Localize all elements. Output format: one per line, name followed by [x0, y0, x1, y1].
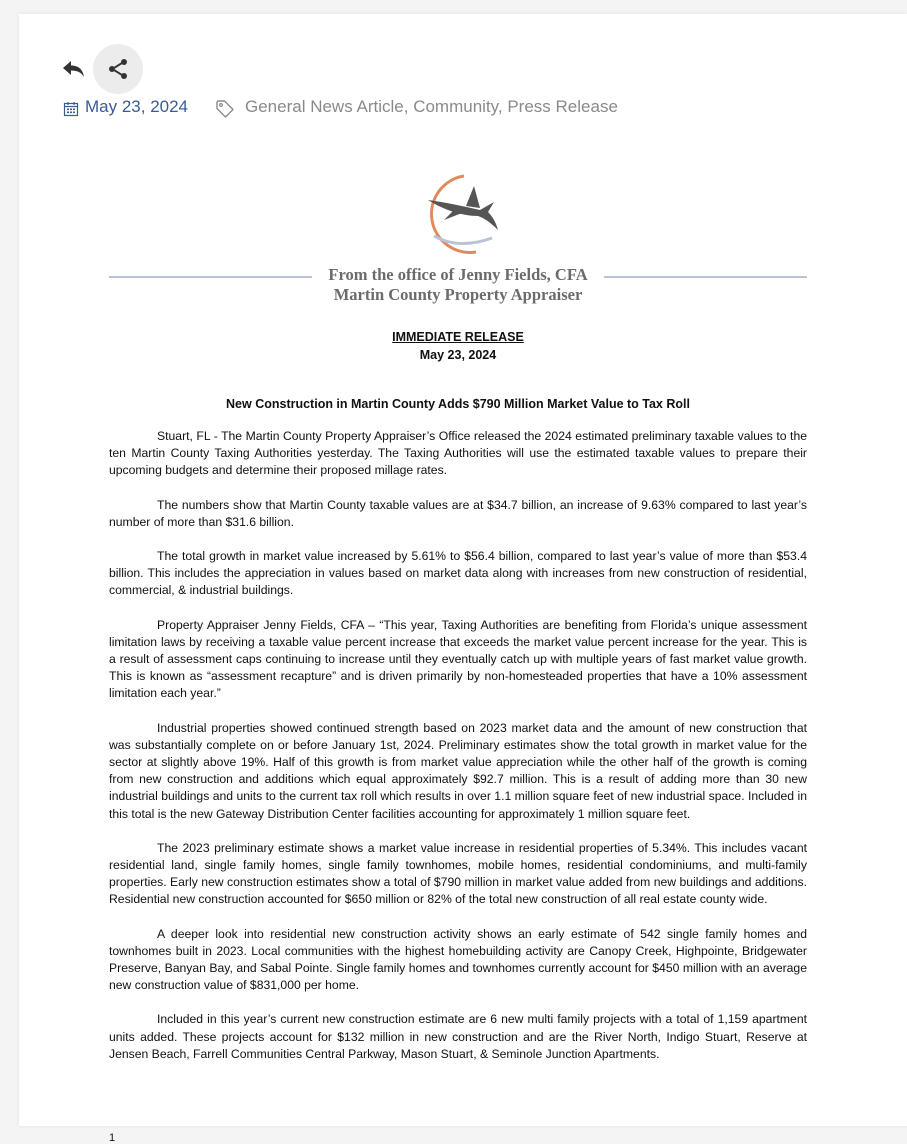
page-number: 1	[109, 1132, 116, 1144]
paragraph: The numbers show that Martin County taxable values are at $34.7 billion, an increase of 9.63% compared to last year’s number of more than $31.6 billion.	[109, 497, 807, 529]
article-card	[19, 14, 907, 1144]
category-separator: ,	[497, 97, 508, 116]
release-date: May 23, 2024	[419, 348, 497, 362]
paragraph: A deeper look into residential new construction activity shows an early estimate of 542 single family homes and townhomes built in 2023. Local communities with the highest homebuilding activity are Canopy Creek, Highpointe, Bridgewater Preserve, Banyan Bay, and Sabal Pointe. Single family homes and townhomes currently account for $450 million with an average new construction value of $831,000 per home.	[109, 926, 807, 993]
office-line-2: Martin County Property Appraiser	[333, 285, 583, 304]
press-release-headline: New Construction in Martin County Adds $790 Million Market Value to Tax Roll	[226, 397, 690, 411]
category-link-general-news[interactable]: General News Article	[245, 97, 404, 116]
release-label: IMMEDIATE RELEASE	[392, 330, 524, 344]
letterhead	[109, 265, 807, 305]
paragraph: Industrial properties showed continued strength based on 2023 market data and the amount of new construction that was substantially complete on or before January 1st, 2024. Preliminary estimates show the total growth in market value for the sector at slightly above 19%. Half of this growth is from market value appreciation while the other half of the growth is coming from new construction and additions which equal approximately $92.7 million. This is a result of adding more than 30 new industrial buildings and units to the current tax roll which results in over 1.1 million square feet of new industrial space. Included in this total is the new Gateway Distribution Center facilities accounting for approximately 1 million square feet.	[109, 720, 807, 821]
press-release-body	[109, 428, 807, 1080]
share-icon	[106, 57, 130, 81]
category-link-press-release[interactable]: Press Release	[507, 97, 618, 116]
paragraph: The 2023 preliminary estimate shows a market value increase in residential properties of 5.34%. This includes vacant residential land, single family homes, single family townhomes, mobile homes, residential condominiums, and multi-family properties. Early new construction estimates show a total of $790 million in market value added from new buildings and additions. Residential new construction accounted for $650 million or 82% of the total new construction of all real estate county wide.	[109, 840, 807, 907]
category-link-community[interactable]: Community	[413, 97, 498, 116]
share-button[interactable]	[93, 44, 143, 94]
reply-arrow-icon[interactable]	[61, 58, 89, 80]
release-block	[109, 328, 807, 364]
paragraph: The total growth in market value increased by 5.61% to $56.4 billion, compared to last year’s value of more than $53.4 billion. This includes the appreciation in values based on market data along with increases from new construction of residential, commercial, & industrial buildings.	[109, 549, 807, 598]
post-categories	[245, 97, 618, 117]
press-release-document	[109, 172, 807, 1144]
marlin-logo	[414, 172, 510, 258]
category-separator: ,	[403, 97, 414, 116]
office-line-1: From the office of Jenny Fields, CFA	[328, 265, 588, 284]
paragraph: Property Appraiser Jenny Fields, CFA – “This year, Taxing Authorities are benefiting from Florida’s unique assessment limitation laws by receiving a taxable value percent increase that exceeds the market value percent increase for the year. This is a result of assessment caps continuing to increase until they eventually catch up with multiple years of fast market value growth. This is known as “assessment recapture” and is driven primarily by non-homesteaded properties that have a 10% assessment limitation each year.”	[109, 617, 807, 701]
paragraph: Included in this year’s current new construction estimate are 6 new multi family projects with a total of 1,159 apartment units added. These projects account for $132 million in new construction and are the River North, Indigo Stuart, Reserve at Jensen Beach, Farrell Communities Central Parkway, Mason Stuart, & Seminole Junction Apartments.	[109, 1012, 807, 1061]
post-date-link[interactable]: May 23, 2024	[85, 97, 189, 116]
tag-icon	[215, 99, 235, 124]
calendar-icon	[63, 101, 79, 122]
paragraph: Stuart, FL - The Martin County Property Appraiser’s Office released the 2024 estimated preliminary taxable values to the ten Martin County Taxing Authorities yesterday. The Taxing Authorities will use the estimated taxable values to prepare their upcoming budgets and determine their proposed millage rates.	[109, 429, 807, 478]
